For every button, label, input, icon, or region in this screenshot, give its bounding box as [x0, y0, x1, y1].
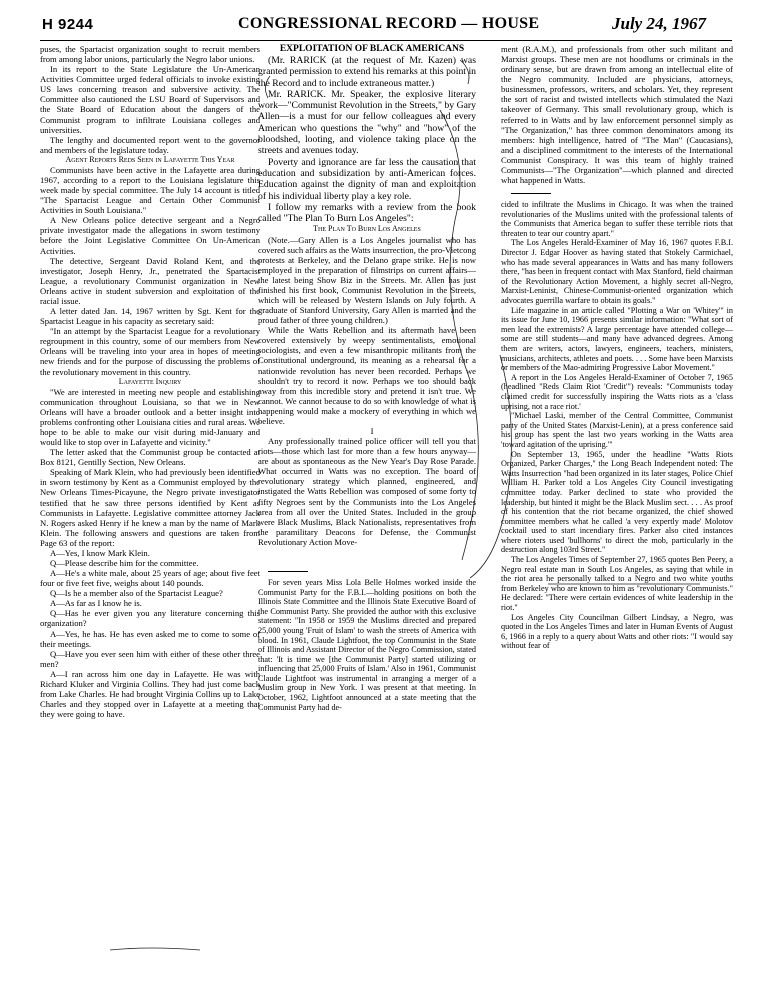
footnote: On September 13, 1965, under the headline "Watts Riots Organized, Parker Charges," the Long Beach Independent noted: The Watts Insurrection "had been organized in its later stages, Police Chief William H. Parker told a Los Angeles City Council investigating committee today. Parker declined to state who provided the leadership, but hinted it might be the Black Muslim sect. . . . As proof of his contention that the riot became organized, the chief showed committee members what he called 'a very expertly made' Molotov cocktail used to start incendiary fires. Parker also cited instances where rioters used 'bullhorns' to direct the mob, particularly in the destruction along 103rd Street.": [501, 449, 733, 555]
paragraph: I follow my remarks with a review from the book called "The Plan To Burn Los Angeles":: [258, 201, 476, 225]
qa-line: A—He's a white male, about 25 years of age; about five feet four or five feet five, weighs about 140 pounds.: [40, 568, 260, 589]
column-middle: [258, 44, 476, 712]
footnote: Los Angeles City Councilman Gilbert Lindsay, a Negro, was quoted in the Los Angeles Times and later in Human Events of August 6, 1966 in a reply to a query about Watts and other riots: "I would say without fear of: [501, 612, 733, 651]
qa-line: A—I ran across him one day in Lafayette. He was with Richard Kluker and Virginia Collins. They had just come back from Lake Charles. He had brought Virginia Collins up to Lake Charles and they stopped over in Lafayette at a meeting that they were going to have.: [40, 668, 260, 720]
paragraph: Communists have been active in the Lafayette area during 1967, according to a report to the Louisiana legislature this week made by special committee. The July 14 account is titled "The Spartacist League and Certain Other Communist Activities in South Louisiana.": [40, 164, 260, 216]
qa-line: A—Yes, he has. He has even asked me to come to some of their meetings.: [40, 628, 260, 649]
page-header: [0, 0, 763, 46]
footnote: A report in the Los Angeles Herald-Examiner of October 7, 1965 (headlined "Reds Claim Riot 'Credit'") reveals: "Communists today claimed credit for successfully inspiring the Watts riots as a 'class uprising, not a race riot.': [501, 372, 733, 411]
paragraph: The letter asked that the Communist group be contacted at Box 8121, Gentilly Section, New Orleans.: [40, 447, 260, 468]
subheading: The Plan To Burn Los Angeles: [313, 224, 421, 234]
qa-line: A—Yes, I know Mark Klein.: [50, 547, 150, 558]
paragraph: Mr. RARICK. Mr. Speaker, the explosive literary work—"Communist Revolution in the Streets," by Gary Allen—is a must for our fellow colleagues and every American who questions the "why" and "how" of the bloodshed, looting, and violence taking place on the streets and avenues today.: [258, 88, 476, 157]
qa-line: Q—Please describe him for the committee.: [50, 557, 199, 568]
paragraph: Poverty and ignorance are far less the causation that education and subsidization by anti-American forces. Education against the dignity of man and exploitation of his individual liberty play a key role.: [258, 156, 476, 202]
subheading: Agent Reports Reds Seen in Lafayette This Year: [65, 154, 235, 164]
paragraph: The detective, Sergeant David Roland Kent, and the investigator, Joseph Henry, Jr., penetrated the Spartacist League, a revolutionary Communist organization in New Orleans active in student subversion and exploitation of the racial issue.: [40, 255, 260, 306]
page-number: H 9244: [42, 16, 94, 33]
paragraph: While the Watts Rebellion and its aftermath have been covered extensively by weepy sentimentalists, emotional sociologists, and even a few misanthropic militants from the Constitutional underground, its meaning as a rehearsal for a nationwide revolution has never been recorded. Perhaps we shouldn't try to record it now. Perhaps we too should back away from this incredible story and pretend it isn't true. We cannot. We cannot because to do so with knowledge of what is happening would make a mockery of everything in which we believe.: [258, 325, 476, 426]
paragraph: (Mr. RARICK (at the request of Mr. Kazen) was granted permission to extend his remarks at this point in the Record and to include extraneous matter.): [258, 55, 476, 89]
paragraph: "We are interested in meeting new people and establishing communication throughout Louisiana, so that we in New Orleans will have a broader outlook and a better insight into problems confronting other Louisiana cities and rural areas. We hope to be able to make our visit during mid-January and would like to stop over in Lafayette and vicinity.": [40, 386, 260, 448]
issue-date: July 24, 1967: [612, 14, 706, 33]
footnote: The Los Angeles Herald-Examiner of May 16, 1967 quotes F.B.I. Director J. Edgar Hoover as having stated that Stokely Carmichael, who has made several appearances in Watts and has many followers there, "has been in frequent contact with Max Stanford, field chairman of the Revolutionary Action Movement, a highly secret all-Negro, Marxist-Leninist, Chinese-Communist-oriented organization which advocates guerrilla warfare to obtain its goals.": [501, 238, 733, 306]
footnote-rule: [511, 193, 551, 194]
running-head: CONGRESSIONAL RECORD — HOUSE: [238, 15, 540, 32]
footnote: Life magazine in an article called "Plotting a War on 'Whitey'" in its issue for June 10, 1966 presents similar information: "What sort of men lead the extremists? A large percentage have attended college—some are still students—and many have advanced degrees. Among them are writers, actors, lawyers, engineers, teachers, ministers, musicians, architects, athletes and poets. . . . Some have been Marxists or members of the Mao-admiring Progressive Labor Movement.": [501, 305, 733, 373]
paragraph: In its report to the State Legislature the Un-American Activities Committee urged federal officials to invoke existing US laws concerning treason and subversive activity. The Committee also cautioned the LSU Board of Supervisors and the State Board of Education about the dangers of the Communist program to infiltrate Louisiana colleges and universities.: [40, 64, 260, 135]
paragraph: Speaking of Mark Klein, who had previously been identified in sworn testimony by Kent as a Communist employed by the New Orleans Times-Picayune, the Negro private investigator testified that he saw three persons identified by Kent as Communists in Lafayette. Legislative committee attorney Jack N. Rogers asked Henry if he knew a man by the name of Mark Klein. The following answers and questions are taken from Page 63 of the report:: [40, 467, 260, 548]
article-title: EXPLOITATION OF BLACK AMERICANS: [279, 44, 465, 54]
subheading: Lafayette Inquiry: [118, 376, 182, 386]
pen-underline: [110, 948, 200, 950]
qa-line: A—As far as I know he is.: [50, 598, 142, 609]
paragraph: ment (R.A.M.), and professionals from other such militant and Marxist groups. These men are not hoodlums or criminals in the ordinary sense, but are drawn from among an intellectual elite of the Negro community. Included are physicians, attorneys, businessmen, professors, writers, and scholars. Yet, they represent the sort of racist and twisted intellects which stimulated the Nazi takeover of Germany. This small revolutionary group, which is referred to in Watts and by law enforcement personnel simply as "The Organization," has three common denominators among its members: high intelligence, hatred of "The Man" (Caucasians), and a disciplined commitment to the interests of the International Communist Conspiracy. It was this team of highly trained Communists—"The Organization"—which planned and directed what happened in Watts.: [501, 44, 733, 186]
paragraph: The lengthy and documented report went to the governor and members of the legislature today.: [40, 134, 260, 155]
paragraph: (Note.—Gary Allen is a Los Angeles journalist who has covered such affairs as the Watts insurrection, the pro-Vietcong protests at Berkeley, and the Delano grape strike. He is now employed in the preparation of filmstrips on current affairs—the latest being Show Biz in the Streets. Mr. Allen has just finished his first book, Communist Revolution in the Streets, which will be released by Western Islands on July fourth. A graduate of Stanford University, Gary Allen is married and the proud father of three young children.): [258, 234, 476, 326]
paragraph: A New Orleans police detective sergeant and a Negro private investigator made the allegations in sworn testimony before the Joint Legislative Committee On Un-American Activities.: [40, 215, 260, 256]
section-number: I: [370, 426, 374, 437]
paragraph: "In an attempt by the Spartacist League for a revolutionary regroupment in this country, some of our members from New Orleans will be traveling into your area in hopes of meeting new friends and for the purpose of discussing the problems of the revolutionary movement in this country.: [40, 326, 260, 377]
column-left: [40, 44, 260, 719]
qa-line: Q—Is he a member also of the Spartacist League?: [50, 588, 223, 599]
footnote-rule: [268, 571, 308, 572]
paragraph: puses, the Spartacist organization sought to recruit members from among labor unions, particularly the Negro labor unions.: [40, 44, 260, 65]
footnote: For seven years Miss Lola Belle Holmes worked inside the Communist Party for the F.B.I.—holding positions on both the Illinois State Committee and the Illinois State Executive Board of the Communist Party. She provided the author with this exclusive statement: "In 1958 or 1959 the Muslims directed and prepared 25,000 young 'Fruit of Islam' to wash the streets of America with blood. In 1961, Claude Lightfoot, the top Communist in the State of Illinois and Assistant Director of the Negro Commission, stated that: 'It is time we [the Communist Party] started utilizing or influencing that 25,000 Fruits of Islam.' Also in 1961, Communist Claude Lightfoot was instrumental in arranging a merger of a Muslim group in New York. I was present at that meeting. In October, 1962, Lightfoot announced at a state meeting that the Communist Party had de-: [258, 577, 476, 712]
footnote: "Michael Laski, member of the Central Committee, Communist party of the United States (Marxist-Lenin), at a press conference said his group has spent the last two years working in the Watts area 'toward agitation of the uprising.'": [501, 411, 733, 449]
footnote: cided to infiltrate the Muslims in Chicago. It was when the trained revolutionaries of the Muslims united with the professional talents of the Communists that America began to suffer these terrible riots that threaten to tear our country apart.": [501, 200, 733, 238]
qa-line: Q—Has he ever given you any literature concerning this organization?: [40, 608, 260, 629]
qa-line: Q—Have you ever seen him with either of these other three men?: [40, 648, 260, 669]
paragraph: Any professionally trained police officer will tell you that riots—those which last for more than a few hours anyway—are about as spontaneous as the New Year's Day Rose Parade. What occurred in Watts was no exception. The board of revolutionary strategy which planned, engineered, and instigated the Watts Rebellion was composed of some forty to fifty Negroes sent by the Communists into the Los Angeles area from all over the United States. Included in the group were Black Muslims, Black Nationalists, representatives from the paramilitary Deacons for Defense, the Communist Revolutionary Action Move-: [258, 436, 476, 547]
footnote: The Los Angeles Times of September 27, 1965 quotes Ben Peery, a Negro real estate man in South Los Angeles, as saying that while in the riot area he personally talked to a Negro and two white youths from Berkeley who are known to him as "revolutionary Communists." He declared: "There were certain evidences of white leadership in the riot.": [501, 555, 733, 613]
header-rule: [40, 40, 732, 41]
column-right: [501, 44, 733, 651]
paragraph: A letter dated Jan. 14, 1967 written by Sgt. Kent for the Spartacist League in his capacity as secretary said:: [40, 306, 260, 327]
